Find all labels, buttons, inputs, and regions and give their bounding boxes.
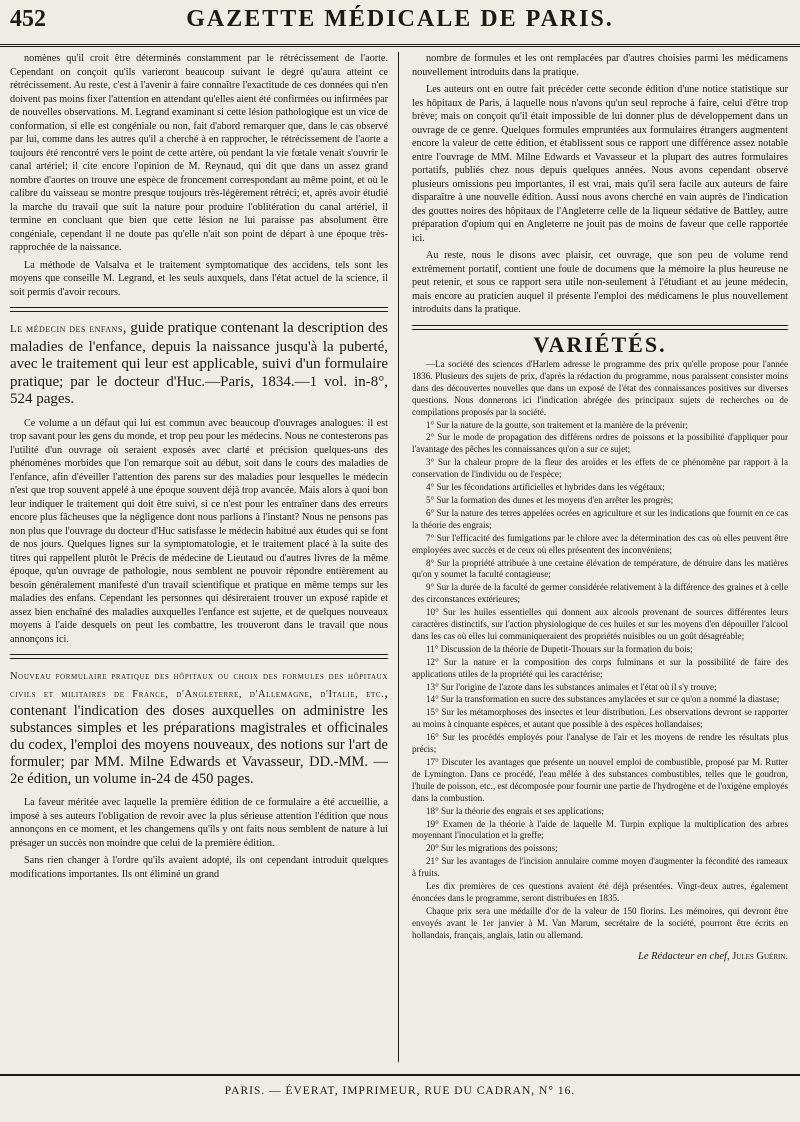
right-column <box>412 52 788 1060</box>
book-review-paragraph: Ce volume a un défaut qui lui est commun avec beaucoup d'ouvrages analogues: il est trop savant pour les gens du monde, et trop peu pour les médecins. Nous ne contesterons pas l'utilité d'un ouvrage où seraient exposés avec clarté et précision quelques-uns des phénomènes morbides que l'on remarque soit au début, soit dans le cours des maladies de l'enfance, afin d'éveiller l'attention des parens sur des maladies pour lesquelles le médecin n'est que trop souvent appelé à une époque souvent déjà trop avancée. Mais alors à quoi bon leur indiquer le traitement qui doit être suivi, si ce n'est pour les entraîner dans des erreurs encore plus fâcheuses que la négligence dont nous parlions à l'instant? Nous ne pensons pas non plus que l'ouvrage du docteur d'Huc satisfasse le médecin habitué aux études qui se font de nos jours. Quelques lignes sur la symptomatologie, et le traitement placé à la suite des titres qui rappellent plutôt le Précis de médecine de Lieutaud ou d'autres livres de la même époque, qu'un ouvrage de pathologie, nous semblent ne pouvoir répondre entièrement au besoin généralement manifesté d'un travail scientifique et pratique en même temps sur les maladies des enfans. Cependant les personnes qui désireraient trouver un exposé rapide et assez bien enchaîné des maladies auxquelles l'enfance est sujette, et de quelques nouveaux moyens à l'aide desquels on peut les combattre, les trouveront dans le travail que nous annonçons ici. <box>10 417 388 645</box>
prize-topic: 4° Sur les fécondations artificielles et hybrides dans les végétaux; <box>426 482 665 493</box>
page-header <box>0 0 800 47</box>
prize-topic: 17° Discuter les avantages que présente un nouvel emploi de combustible, proposé par M. Rutter de Lymington. Dans ce procédé, l'eau mêlée à des substances combustibles, telles que le goudron, l'huile de poisson, etc., est décomposée pour fournir une partie de l'hydrogène et de l'oxigène employés dans la combustion. <box>412 757 788 803</box>
page-number: 452 <box>10 6 46 32</box>
prize-topic: 10° Sur les huiles essentielles qui donnent aux alcools provenant de sources différentes leurs caractères distinctifs, sur l'action physiologique de ces huiles et sur les moyens d'en dépouiller l'alcool dans les cas où elles lui communiqueraient des propriétés nuisibles ou un goût désagréable; <box>412 607 788 641</box>
prize-topic: 16° Sur les procédés employés pour l'analyse de l'air et les moyens de rendre les résultats plus précis; <box>412 732 788 755</box>
signature-prefix: Le Rédacteur en chef, <box>638 950 730 962</box>
journal-title: GAZETTE MÉDICALE DE PARIS. <box>186 6 614 32</box>
left-column <box>10 52 388 1060</box>
prize-topic: 18° Sur la théorie des engrais et ses applications; <box>426 805 604 816</box>
review-paragraph: Les auteurs ont en outre fait précéder cette seconde édition d'une notice statistique sur les hôpitaux de Paris, à laquelle nous n'avons qu'un seul reproche à faire, celui d'être trop brève; mais on conçoit qu'il était impossible de lui donner plus de développement dans un ouvrage de ce genre. Quelques formules empruntées aux formulaires étrangers augmentent encore la valeur de cette édition, et établissent sous ce rapport une différence assez notable entre l'ouvrage de MM. Milne Edwards et Vavasseur et la plupart des autres formulaires portatifs, publiés chez nous depuis quelques années. Nous avons cependant observé plusieurs omissions peu importantes, il est vrai, mais qu'il sera facile aux auteurs de faire disparaître à une nouvelle édition. Aussi nous avons cherché en vain auprès de l'indication des gouttes noires des hôpitaux de l'Angleterre celle de la liqueur sédative de Battley, autre préparation d'opium qui en Angleterre ne jouit pas de moins de faveur que celle rapportée ici. <box>412 84 788 244</box>
prize-topic: 8° Sur la propriété attribuée à une certaine élévation de température, de détruire dans les matières qu'on y soumet la faculté contagieuse; <box>412 557 788 580</box>
book-review-heading <box>10 320 388 409</box>
review-paragraph: Au reste, nous le disons avec plaisir, cet ouvrage, que son peu de volume rend extrêmement portatif, contient une foule de documens que la mémoire la plus heureuse ne peut retenir, et sous ce rapport sera utile non-seulement à l'étudiant et au jeune médecin, mais encore au praticien auquel il présente l'emploi des médicamens le plus nouvellement introduits dans la pratique. <box>412 250 788 315</box>
signature-name: Jules Guérin. <box>732 950 788 962</box>
prize-topic: 13° Sur l'origine de l'azote dans les substances animales et l'état où il s'y trouve; <box>426 681 717 692</box>
prize-topic: 1° Sur la nature de la goutte, son traitement et la manière de la prévenir; <box>426 419 688 430</box>
prize-topic: 14° Sur la transformation en sucre des substances amylacées et sur ce qu'on a nommé la diastase; <box>426 694 780 705</box>
varietes-closing: Les dix premières de ces questions avaient été déjà présentées. Vingt-deux autres, également énoncées dans le programme, seront distribuées en 1835. <box>412 881 788 903</box>
prize-topic: 3° Sur la chaleur propre de la fleur des aroïdes et les effets de ce phénomène par rapport à la conservation de l'individu ou de l'espèce; <box>412 457 788 480</box>
book-title-caps: Le médecin des enfans <box>10 323 123 335</box>
section-divider <box>412 325 788 330</box>
prize-topic: 15° Sur les métamorphoses des insectes et leur distribution. Les observations devront se rapporter au moins à cinquante espèces, et autant que possible à des espèces hollandaises; <box>412 707 788 730</box>
column-rule <box>398 52 399 1062</box>
article-paragraph: La méthode de Valsalva et le traitement symptomatique des accidens, tels sont les moyens que conseille M. Legrand, et les seuls auxquels, dans l'état actuel de la science, il soit permis d'avoir recours. <box>10 259 388 298</box>
prize-topic: 19° Examen de la théorie à l'aide de laquelle M. Turpin explique la multiplication des arbres moyennant l'inoculation et la greffe; <box>412 818 788 841</box>
article-continuation-paragraph: nomènes qu'il croit être déterminés constamment par le rétrécissement de l'aorte. Cependant on conçoit qu'ils varieront beaucoup suivant le degré qu'aura atteint ce rétrécissement. Au reste, c'est à l'avenir à faire connaître l'exactitude de ces données qui n'en doivent pas moins fixer l'attention en attendant qu'elles aient été confirmées ou infirmées par de nouvelles observations. M. Legrand examinant si cette lésion pathologique est un vice de conformation, si elle est congéniale ou non, fait d'abord remarquer que, dans le cas observé par lui, comme dans les autres qu'il a cherché à en rapprocher, le rétrécissement de l'aorte a toujours été rencontré vers le point de cette artère, où pendant la vie fœtale venait s'ouvrir le canal artériel; il cite encore l'opinion de M. Reynaud, qui dit que dans un assez grand nombre d'aortes on trouve une espèce de froncement correspondant au même point, et où le calibre du vaisseau se montre presque toujours très-légèrement rétréci; et, après avoir étudié la marche du travail que suit la nature pour produire l'oblitération du canal artériel, il termine en concluant que bien que cette lésion ne lui paraisse pas absolument être congéniale, cependant il ne doute pas qu'elle n'ait son point de départ à une époque très-rapprochée de la naissance. <box>10 53 388 253</box>
book-description: , contenant l'indication des doses auxquelles on administre les substances simples et les préparations magistrales et officinales du codex, l'emploi des moyens nouveaux, des notions sur l'art de formuler; par MM. Milne Edwards et Vavasseur, DD.-MM. — 2e édition, un volume in-24 de 450 pages. <box>10 685 388 787</box>
prize-topic: 6° Sur la nature des terres appelées ocrées en agriculture et sur les indications que fournit en ce cas la théorie des engrais; <box>412 507 788 530</box>
prize-topic: 2° Sur le mode de propagation des différens ordres de poissons et la possibilité d'appliquer pour l'avantage des pêches les connaissances qu'on a sur ce sujet; <box>412 432 788 455</box>
book-title-caps: Nouveau formulaire pratique des hôpitaux ou choix des formules des hôpitaux civils et militaires de France, d'Angleterre, d'Allemagne, d'Italie, etc. <box>10 671 388 700</box>
book-review-heading <box>10 667 388 788</box>
book-review-paragraph: Sans rien changer à l'ordre qu'ils avaient adopté, ils ont cependant introduit quelques modifications importantes. Ils ont éliminé un grand <box>10 855 388 880</box>
prize-topic: 20° Sur les migrations des poissons; <box>426 843 558 854</box>
prize-topic: 9° Sur la durée de la faculté de germer considérée relativement à la différence des graines et à celle des circonstances extérieures; <box>412 582 788 605</box>
book-review-paragraph: La faveur méritée avec laquelle la première édition de ce formulaire a été accueillie, a imposé à ses auteurs l'obligation de revoir avec la plus sérieuse attention l'édition que nous annonçons en ce moment, et les changemens qu'ils y ont faits nous semblent de nature à lui présager un succès non moindre que celui de la première édition. <box>10 797 388 849</box>
editor-signature <box>412 950 788 964</box>
book-description: , guide pratique contenant la description des maladies de l'enfance, depuis la naissance jusqu'à la puberté, avec le traitement qui leur est applicable, suivi d'un formulaire pratique; par le docteur d'Huc.—Paris, 1834.—1 vol. in-8°, 524 pages. <box>10 320 388 407</box>
section-divider <box>10 654 388 659</box>
prize-topic: 21° Sur les avantages de l'incision annulaire comme moyen d'augmenter la fécondité des rameaux à fruits. <box>412 856 788 879</box>
printer-imprint: PARIS. — ÉVERAT, IMPRIMEUR, RUE DU CADRAN, N° 16. <box>224 1085 576 1097</box>
varietes-closing: Chaque prix sera une médaille d'or de la valeur de 150 florins. Les mémoires, qui devront être envoyés avant le 1er janvier à M. Van Marum, secrétaire de la société, pourront être écrits en hollandais, français, anglais, latin ou allemand. <box>412 905 788 940</box>
review-continuation-paragraph: nombre de formules et les ont remplacées par d'autres choisies parmi les médicamens nouvellement introduits dans la pratique. <box>412 53 788 78</box>
section-divider <box>10 307 388 312</box>
varietes-intro: —La société des sciences d'Harlem adresse le programme des prix qu'elle propose pour l'année 1836. Plusieurs des sujets de prix, d'après la rédaction du programme, nous paraissent consister moins dans des découvertes nouvelles que dans un exposé de l'état des connaissances positives sur diverses questions. Nous donnerons ici l'indication abrégée des principaux sujets de recherches ou de compilations proposés par la société. <box>412 359 788 417</box>
prize-topic: 5° Sur la formation des dunes et les moyens d'en arrêter les progrès; <box>426 494 674 505</box>
prize-topic: 12° Sur la nature et la composition des corps fulminans et sur la possibilité de faire des applications utiles de la propriété qui les caractérise; <box>412 656 788 679</box>
varietes-section <box>412 359 788 942</box>
varietes-heading: VARIÉTÉS. <box>533 331 667 357</box>
prize-topic: 7° Sur l'efficacité des fumigations par le chlore avec la détermination des cas où elles peuvent être employées avec succès et de ceux où elles présentent des inconvéniens; <box>412 532 788 555</box>
page-footer <box>0 1074 800 1116</box>
prize-topic: 11° Discussion de la théorie de Dupetit-Thouars sur la formation du bois; <box>426 643 693 654</box>
